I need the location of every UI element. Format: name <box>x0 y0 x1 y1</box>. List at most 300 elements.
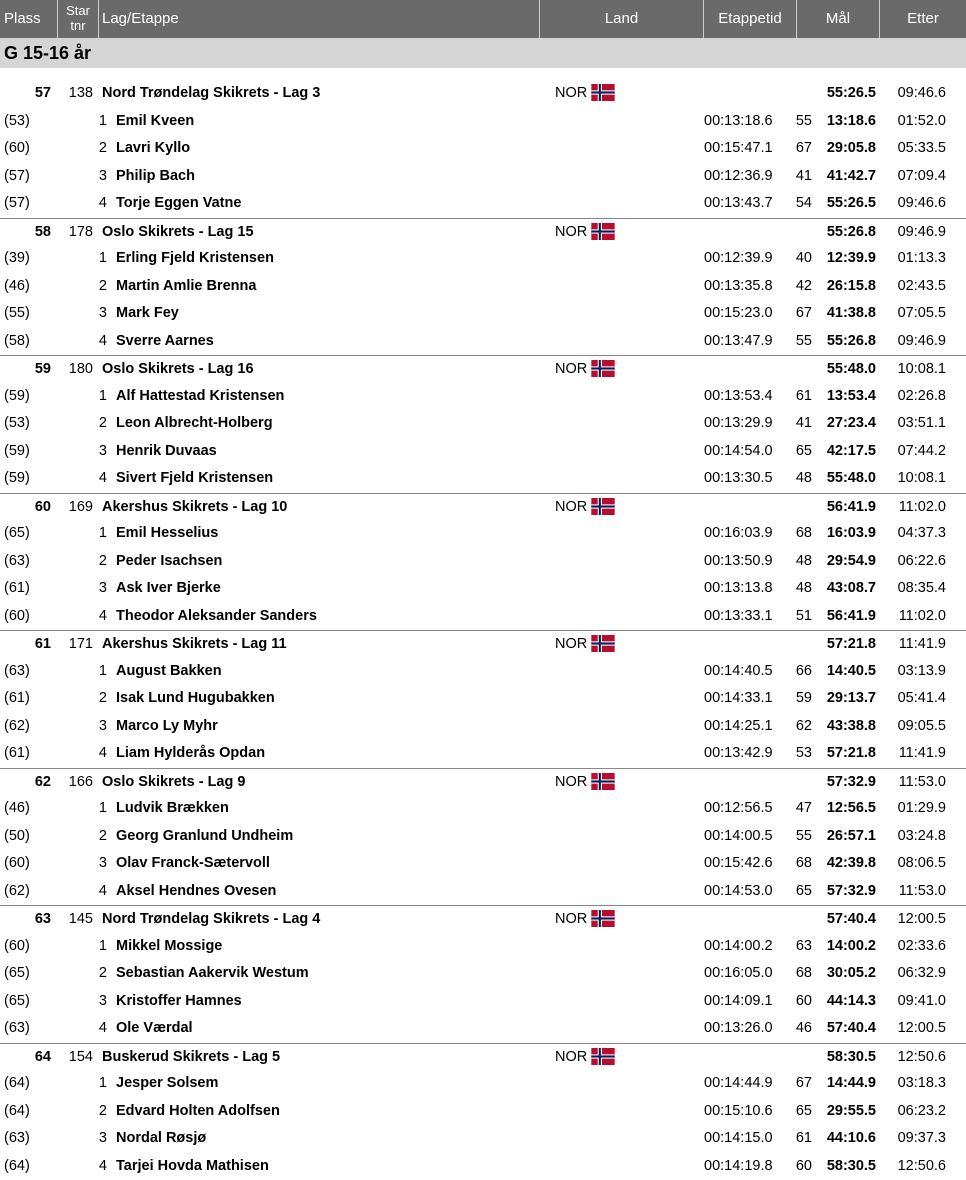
team-place: 62 <box>0 769 51 797</box>
leg-number: 1 <box>93 383 107 411</box>
leg-row[interactable] <box>0 603 966 631</box>
leg-number: 1 <box>93 520 107 548</box>
leg-place: (60) <box>4 603 30 631</box>
leg-time: 00:13:35.8 <box>704 273 773 301</box>
runner-name[interactable]: Sebastian Aakervik Westum <box>116 960 309 988</box>
runner-name[interactable]: Erling Fjeld Kristensen <box>116 245 274 273</box>
runner-name[interactable]: Isak Lund Hugubakken <box>116 685 275 713</box>
runner-name[interactable]: Tarjei Hovda Mathisen <box>116 1153 269 1180</box>
team-startnr: 166 <box>62 769 93 797</box>
leg-rank: 65 <box>792 438 812 466</box>
leg-time-behind: 01:13.3 <box>880 245 946 273</box>
team-time-behind: 09:46.9 <box>880 219 946 247</box>
leg-time: 00:16:05.0 <box>704 960 773 988</box>
runner-name[interactable]: Olav Franck-Sætervoll <box>116 850 270 878</box>
team-row[interactable] <box>0 630 966 658</box>
leg-rank: 67 <box>792 300 812 328</box>
team-finish-time: 58:30.5 <box>770 1044 876 1072</box>
leg-time: 00:14:54.0 <box>704 438 773 466</box>
team-startnr: 169 <box>62 494 93 522</box>
header-plass[interactable]: Plass <box>4 0 41 38</box>
leg-split-time: 29:54.9 <box>770 548 876 576</box>
leg-rank: 41 <box>792 410 812 438</box>
leg-split-time: 42:39.8 <box>770 850 876 878</box>
runner-name[interactable]: Peder Isachsen <box>116 548 222 576</box>
team-name[interactable]: Oslo Skikrets - Lag 16 <box>102 356 254 384</box>
team-time-behind: 11:02.0 <box>880 494 946 522</box>
leg-row[interactable] <box>0 548 966 576</box>
leg-place: (59) <box>4 465 30 493</box>
runner-name[interactable]: Georg Granlund Undheim <box>116 823 293 851</box>
leg-number: 3 <box>93 300 107 328</box>
leg-place: (46) <box>4 795 30 823</box>
leg-time-behind: 06:22.6 <box>880 548 946 576</box>
leg-time: 00:12:56.5 <box>704 795 773 823</box>
leg-time: 00:14:00.2 <box>704 933 773 961</box>
leg-split-time: 14:40.5 <box>770 658 876 686</box>
leg-row[interactable] <box>0 1098 966 1126</box>
runner-name[interactable]: Martin Amlie Brenna <box>116 273 256 301</box>
leg-number: 4 <box>93 878 107 906</box>
leg-number: 2 <box>93 823 107 851</box>
runner-name[interactable]: Torje Eggen Vatne <box>116 190 241 218</box>
leg-split-time: 57:40.4 <box>770 1015 876 1043</box>
team-row[interactable] <box>0 218 966 246</box>
team-finish-time: 56:41.9 <box>770 494 876 522</box>
leg-place: (57) <box>4 190 30 218</box>
leg-place: (60) <box>4 850 30 878</box>
leg-row[interactable] <box>0 135 966 163</box>
leg-time-behind: 11:41.9 <box>880 740 946 768</box>
team-place: 64 <box>0 1044 51 1072</box>
leg-place: (60) <box>4 933 30 961</box>
header-land[interactable]: Land <box>540 0 703 38</box>
header-separator <box>98 0 99 38</box>
leg-number: 4 <box>93 1015 107 1043</box>
leg-number: 4 <box>93 603 107 631</box>
leg-time-behind: 09:46.6 <box>880 190 946 218</box>
leg-rank: 46 <box>792 1015 812 1043</box>
team-startnr: 171 <box>62 631 93 659</box>
leg-time: 00:13:47.9 <box>704 328 773 356</box>
leg-row[interactable] <box>0 465 966 493</box>
leg-place: (59) <box>4 438 30 466</box>
leg-place: (64) <box>4 1098 30 1126</box>
leg-number: 3 <box>93 1125 107 1153</box>
leg-number: 2 <box>93 410 107 438</box>
runner-name[interactable]: Liam Hylderås Opdan <box>116 740 265 768</box>
leg-split-time: 41:42.7 <box>770 163 876 191</box>
leg-time: 00:13:13.8 <box>704 575 773 603</box>
leg-rank: 67 <box>792 135 812 163</box>
runner-name[interactable]: Jesper Solsem <box>116 1070 218 1098</box>
team-finish-time: 57:21.8 <box>770 631 876 659</box>
leg-time: 00:15:47.1 <box>704 135 773 163</box>
header-etappetid[interactable]: Etappetid <box>704 0 796 38</box>
team-row[interactable] <box>0 355 966 383</box>
team-finish-time: 57:40.4 <box>770 906 876 934</box>
leg-rank: 65 <box>792 878 812 906</box>
leg-place: (63) <box>4 658 30 686</box>
leg-row[interactable] <box>0 273 966 301</box>
leg-number: 2 <box>93 548 107 576</box>
category-title: G 15-16 år <box>0 38 966 68</box>
leg-time: 00:13:26.0 <box>704 1015 773 1043</box>
leg-rank: 60 <box>792 988 812 1016</box>
leg-row[interactable] <box>0 190 966 218</box>
runner-name[interactable]: Leon Albrecht-Holberg <box>116 410 273 438</box>
leg-time: 00:13:43.7 <box>704 190 773 218</box>
runner-name[interactable]: Kristoffer Hamnes <box>116 988 242 1016</box>
leg-split-time: 55:26.8 <box>770 328 876 356</box>
leg-number: 2 <box>93 273 107 301</box>
leg-place: (50) <box>4 823 30 851</box>
leg-time-behind: 07:05.5 <box>880 300 946 328</box>
team-name[interactable]: Nord Trøndelag Skikrets - Lag 4 <box>102 906 320 934</box>
leg-time-behind: 04:37.3 <box>880 520 946 548</box>
leg-split-time: 57:21.8 <box>770 740 876 768</box>
team-nation: NOR <box>555 80 587 108</box>
leg-number: 1 <box>93 108 107 136</box>
results-table-header <box>0 0 966 38</box>
team-finish-time: 55:48.0 <box>770 356 876 384</box>
leg-rank: 66 <box>792 658 812 686</box>
team-startnr: 138 <box>62 80 93 108</box>
leg-time: 00:14:15.0 <box>704 1125 773 1153</box>
leg-row[interactable] <box>0 878 966 906</box>
team-place: 57 <box>0 80 51 108</box>
header-separator <box>57 0 58 38</box>
leg-split-time: 16:03.9 <box>770 520 876 548</box>
leg-place: (46) <box>4 273 30 301</box>
team-finish-time: 55:26.5 <box>770 80 876 108</box>
leg-rank: 55 <box>792 108 812 136</box>
leg-place: (63) <box>4 1015 30 1043</box>
runner-name[interactable]: Theodor Aleksander Sanders <box>116 603 317 631</box>
leg-row[interactable] <box>0 383 966 411</box>
leg-time-behind: 09:46.9 <box>880 328 946 356</box>
runner-name[interactable]: Ludvik Brækken <box>116 795 229 823</box>
header-lag-etappe[interactable]: Lag/Etappe <box>102 0 179 38</box>
leg-split-time: 30:05.2 <box>770 960 876 988</box>
leg-time-behind: 11:02.0 <box>880 603 946 631</box>
leg-time-behind: 03:18.3 <box>880 1070 946 1098</box>
leg-row[interactable] <box>0 740 966 768</box>
leg-split-time: 12:56.5 <box>770 795 876 823</box>
leg-split-time: 44:10.6 <box>770 1125 876 1153</box>
leg-rank: 41 <box>792 163 812 191</box>
leg-split-time: 27:23.4 <box>770 410 876 438</box>
team-time-behind: 09:46.6 <box>880 80 946 108</box>
runner-name[interactable]: Sivert Fjeld Kristensen <box>116 465 273 493</box>
team-nation: NOR <box>555 769 587 797</box>
runner-name[interactable]: Sverre Aarnes <box>116 328 214 356</box>
leg-number: 2 <box>93 960 107 988</box>
leg-number: 4 <box>93 328 107 356</box>
leg-rank: 54 <box>792 190 812 218</box>
leg-row[interactable] <box>0 685 966 713</box>
norway-flag-icon <box>591 635 615 652</box>
leg-rank: 48 <box>792 548 812 576</box>
team-place: 61 <box>0 631 51 659</box>
leg-time-behind: 12:00.5 <box>880 1015 946 1043</box>
leg-place: (61) <box>4 740 30 768</box>
leg-time: 00:13:30.5 <box>704 465 773 493</box>
leg-rank: 61 <box>792 1125 812 1153</box>
leg-number: 2 <box>93 1098 107 1126</box>
leg-time: 00:12:39.9 <box>704 245 773 273</box>
runner-name[interactable]: Ole Værdal <box>116 1015 193 1043</box>
leg-number: 1 <box>93 933 107 961</box>
leg-place: (53) <box>4 108 30 136</box>
leg-split-time: 55:26.5 <box>770 190 876 218</box>
team-startnr: 154 <box>62 1044 93 1072</box>
leg-split-time: 43:08.7 <box>770 575 876 603</box>
norway-flag-icon <box>591 1048 615 1065</box>
leg-time: 00:13:33.1 <box>704 603 773 631</box>
runner-name[interactable]: Aksel Hendnes Ovesen <box>116 878 276 906</box>
leg-row[interactable] <box>0 1070 966 1098</box>
runner-name[interactable]: Edvard Holten Adolfsen <box>116 1098 280 1126</box>
leg-row[interactable] <box>0 1125 966 1153</box>
leg-rank: 47 <box>792 795 812 823</box>
leg-row[interactable] <box>0 410 966 438</box>
runner-name[interactable]: Ask Iver Bjerke <box>116 575 221 603</box>
team-name[interactable]: Nord Trøndelag Skikrets - Lag 3 <box>102 80 320 108</box>
team-nation: NOR <box>555 1044 587 1072</box>
leg-place: (63) <box>4 1125 30 1153</box>
runner-name[interactable]: Philip Bach <box>116 163 195 191</box>
leg-place: (64) <box>4 1153 30 1180</box>
leg-split-time: 29:05.8 <box>770 135 876 163</box>
team-name[interactable]: Akershus Skikrets - Lag 11 <box>102 631 287 659</box>
team-name[interactable]: Buskerud Skikrets - Lag 5 <box>102 1044 280 1072</box>
team-name[interactable]: Oslo Skikrets - Lag 15 <box>102 219 254 247</box>
leg-place: (65) <box>4 960 30 988</box>
leg-row[interactable] <box>0 713 966 741</box>
leg-time: 00:13:18.6 <box>704 108 773 136</box>
leg-time: 00:14:00.5 <box>704 823 773 851</box>
leg-split-time: 13:18.6 <box>770 108 876 136</box>
team-row[interactable] <box>0 493 966 521</box>
leg-time-behind: 01:29.9 <box>880 795 946 823</box>
runner-name[interactable]: Henrik Duvaas <box>116 438 217 466</box>
leg-time-behind: 07:44.2 <box>880 438 946 466</box>
leg-rank: 62 <box>792 713 812 741</box>
leg-time-behind: 07:09.4 <box>880 163 946 191</box>
team-time-behind: 11:41.9 <box>880 631 946 659</box>
leg-rank: 61 <box>792 383 812 411</box>
team-startnr: 178 <box>62 219 93 247</box>
leg-number: 4 <box>93 740 107 768</box>
team-row[interactable] <box>0 768 966 796</box>
leg-split-time: 57:32.9 <box>770 878 876 906</box>
leg-rank: 55 <box>792 328 812 356</box>
leg-place: (55) <box>4 300 30 328</box>
leg-split-time: 43:38.8 <box>770 713 876 741</box>
leg-time-behind: 08:35.4 <box>880 575 946 603</box>
leg-time-behind: 06:32.9 <box>880 960 946 988</box>
leg-row[interactable] <box>0 245 966 273</box>
runner-name[interactable]: Lavri Kyllo <box>116 135 190 163</box>
leg-rank: 60 <box>792 1153 812 1180</box>
runner-name[interactable]: Mark Fey <box>116 300 179 328</box>
leg-place: (62) <box>4 878 30 906</box>
team-nation: NOR <box>555 631 587 659</box>
leg-rank: 65 <box>792 1098 812 1126</box>
team-row[interactable] <box>0 905 966 933</box>
norway-flag-icon <box>591 498 615 515</box>
runner-name[interactable]: Marco Ly Myhr <box>116 713 218 741</box>
team-startnr: 145 <box>62 906 93 934</box>
norway-flag-icon <box>591 910 615 927</box>
team-finish-time: 55:26.8 <box>770 219 876 247</box>
team-row[interactable] <box>0 80 966 108</box>
leg-place: (57) <box>4 163 30 191</box>
leg-rank: 67 <box>792 1070 812 1098</box>
runner-name[interactable]: Emil Hesselius <box>116 520 218 548</box>
leg-rank: 63 <box>792 933 812 961</box>
leg-number: 1 <box>93 245 107 273</box>
leg-row[interactable] <box>0 960 966 988</box>
leg-row[interactable] <box>0 328 966 356</box>
header-mal[interactable]: Mål <box>797 0 879 38</box>
team-name[interactable]: Oslo Skikrets - Lag 9 <box>102 769 245 797</box>
runner-name[interactable]: Alf Hattestad Kristensen <box>116 383 284 411</box>
team-startnr: 180 <box>62 356 93 384</box>
norway-flag-icon <box>591 773 615 790</box>
leg-split-time: 26:15.8 <box>770 273 876 301</box>
runner-name[interactable]: Mikkel Mossige <box>116 933 222 961</box>
leg-time: 00:15:42.6 <box>704 850 773 878</box>
leg-rank: 48 <box>792 465 812 493</box>
leg-split-time: 56:41.9 <box>770 603 876 631</box>
team-nation: NOR <box>555 356 587 384</box>
leg-place: (59) <box>4 383 30 411</box>
team-time-behind: 12:00.5 <box>880 906 946 934</box>
leg-row[interactable] <box>0 823 966 851</box>
leg-row[interactable] <box>0 658 966 686</box>
leg-split-time: 29:13.7 <box>770 685 876 713</box>
leg-row[interactable] <box>0 1153 966 1180</box>
header-etter[interactable]: Etter <box>880 0 966 38</box>
leg-place: (65) <box>4 520 30 548</box>
leg-row[interactable] <box>0 520 966 548</box>
leg-row[interactable] <box>0 988 966 1016</box>
leg-rank: 51 <box>792 603 812 631</box>
team-place: 60 <box>0 494 51 522</box>
results-list <box>0 80 966 1180</box>
leg-time: 00:14:44.9 <box>704 1070 773 1098</box>
leg-row[interactable] <box>0 575 966 603</box>
leg-row[interactable] <box>0 933 966 961</box>
leg-time-behind: 09:41.0 <box>880 988 946 1016</box>
leg-time-behind: 02:33.6 <box>880 933 946 961</box>
leg-time-behind: 05:33.5 <box>880 135 946 163</box>
leg-time-behind: 11:53.0 <box>880 878 946 906</box>
team-row[interactable] <box>0 1043 966 1071</box>
leg-time-behind: 09:37.3 <box>880 1125 946 1153</box>
team-place: 63 <box>0 906 51 934</box>
team-nation: NOR <box>555 219 587 247</box>
leg-row[interactable] <box>0 795 966 823</box>
leg-time-behind: 06:23.2 <box>880 1098 946 1126</box>
runner-name[interactable]: August Bakken <box>116 658 222 686</box>
leg-time: 00:13:50.9 <box>704 548 773 576</box>
leg-split-time: 58:30.5 <box>770 1153 876 1180</box>
leg-time: 00:14:09.1 <box>704 988 773 1016</box>
leg-time: 00:14:33.1 <box>704 685 773 713</box>
leg-time: 00:14:40.5 <box>704 658 773 686</box>
leg-time: 00:14:53.0 <box>704 878 773 906</box>
header-startnr-line2: tnr <box>60 18 96 33</box>
leg-row[interactable] <box>0 163 966 191</box>
team-name[interactable]: Akershus Skikrets - Lag 10 <box>102 494 287 522</box>
team-time-behind: 11:53.0 <box>880 769 946 797</box>
leg-split-time: 14:44.9 <box>770 1070 876 1098</box>
leg-time-behind: 08:06.5 <box>880 850 946 878</box>
leg-time-behind: 05:41.4 <box>880 685 946 713</box>
runner-name[interactable]: Emil Kveen <box>116 108 194 136</box>
leg-number: 3 <box>93 850 107 878</box>
leg-number: 3 <box>93 713 107 741</box>
leg-time-behind: 03:24.8 <box>880 823 946 851</box>
leg-number: 4 <box>93 190 107 218</box>
leg-time: 00:13:53.4 <box>704 383 773 411</box>
leg-place: (39) <box>4 245 30 273</box>
leg-place: (62) <box>4 713 30 741</box>
team-time-behind: 10:08.1 <box>880 356 946 384</box>
leg-rank: 48 <box>792 575 812 603</box>
leg-time-behind: 01:52.0 <box>880 108 946 136</box>
leg-number: 4 <box>93 465 107 493</box>
leg-row[interactable] <box>0 1015 966 1043</box>
leg-place: (61) <box>4 685 30 713</box>
leg-number: 1 <box>93 658 107 686</box>
team-finish-time: 57:32.9 <box>770 769 876 797</box>
leg-place: (53) <box>4 410 30 438</box>
leg-number: 1 <box>93 795 107 823</box>
leg-rank: 68 <box>792 520 812 548</box>
team-nation: NOR <box>555 494 587 522</box>
leg-place: (64) <box>4 1070 30 1098</box>
team-nation: NOR <box>555 906 587 934</box>
leg-place: (61) <box>4 575 30 603</box>
runner-name[interactable]: Nordal Røsjø <box>116 1125 206 1153</box>
leg-number: 1 <box>93 1070 107 1098</box>
leg-number: 2 <box>93 135 107 163</box>
leg-time-behind: 02:26.8 <box>880 383 946 411</box>
leg-split-time: 42:17.5 <box>770 438 876 466</box>
leg-time: 00:15:23.0 <box>704 300 773 328</box>
leg-time-behind: 02:43.5 <box>880 273 946 301</box>
norway-flag-icon <box>591 223 615 240</box>
leg-time: 00:16:03.9 <box>704 520 773 548</box>
leg-time-behind: 03:13.9 <box>880 658 946 686</box>
leg-row[interactable] <box>0 850 966 878</box>
leg-row[interactable] <box>0 438 966 466</box>
leg-split-time: 44:14.3 <box>770 988 876 1016</box>
leg-time: 00:14:25.1 <box>704 713 773 741</box>
header-startnr-line1: Star <box>60 3 96 18</box>
leg-number: 3 <box>93 438 107 466</box>
leg-row[interactable] <box>0 108 966 136</box>
header-startnr[interactable] <box>60 0 96 38</box>
leg-split-time: 55:48.0 <box>770 465 876 493</box>
leg-row[interactable] <box>0 300 966 328</box>
leg-number: 4 <box>93 1153 107 1180</box>
team-place: 59 <box>0 356 51 384</box>
